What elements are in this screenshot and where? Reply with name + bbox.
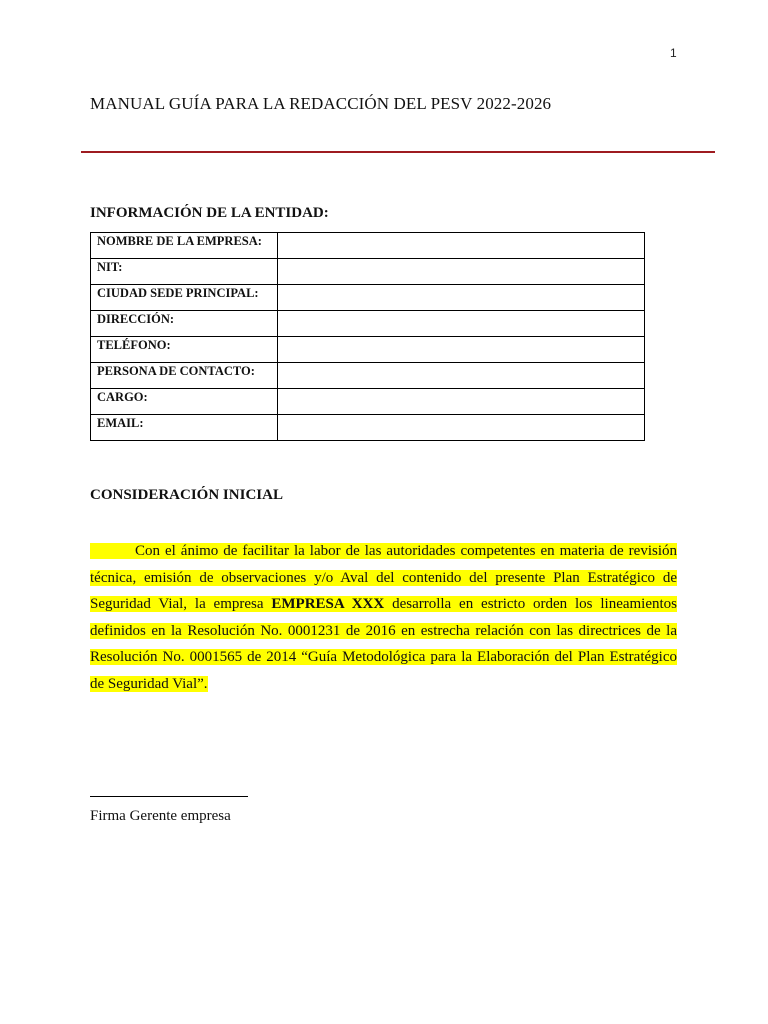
row-label: DIRECCIÓN: xyxy=(91,311,278,337)
row-label: PERSONA DE CONTACTO: xyxy=(91,363,278,389)
signature-line xyxy=(90,796,248,797)
page-number: 1 xyxy=(670,46,677,60)
row-value-field[interactable] xyxy=(278,363,645,389)
row-value-field[interactable] xyxy=(278,389,645,415)
row-label: CARGO: xyxy=(91,389,278,415)
signature-label: Firma Gerente empresa xyxy=(90,808,231,824)
paragraph-text-before: Con el ánimo de facilitar la labor de las autoridades competentes en materia de revisión técnica, emisión de observaciones y/o Aval del contenido del presente Plan Estratégico de Seguridad Vial, la empresa xyxy=(90,543,677,612)
paragraph-text-after: desarrolla en estricto orden los lineamientos definidos en la Resolución No. 0001231 de 2016 en estrecha relación con las directrices de la Resolución No. 0001565 de 2014 “Guía Metodológica para la Elaboración del Plan Estratégico de Seguridad Vial”. xyxy=(90,596,678,692)
table-row xyxy=(91,259,645,285)
row-value-field[interactable] xyxy=(278,311,645,337)
document-title: MANUAL GUÍA PARA LA REDACCIÓN DEL PESV 2022-2026 xyxy=(90,94,552,113)
title-divider xyxy=(81,151,715,153)
row-value-field[interactable] xyxy=(278,259,645,285)
consideration-heading: CONSIDERACIÓN INICIAL xyxy=(90,487,283,503)
row-label: TELÉFONO: xyxy=(91,337,278,363)
table-row xyxy=(91,415,645,441)
table-row xyxy=(91,285,645,311)
highlighted-text xyxy=(90,543,677,692)
company-name: EMPRESA XXX xyxy=(271,596,385,612)
row-label: CIUDAD SEDE PRINCIPAL: xyxy=(91,285,278,311)
table-row xyxy=(91,337,645,363)
consideration-paragraph xyxy=(90,538,677,697)
row-value-field[interactable] xyxy=(278,415,645,441)
row-value-field[interactable] xyxy=(278,233,645,259)
row-value-field[interactable] xyxy=(278,337,645,363)
table-row xyxy=(91,363,645,389)
entity-info-table xyxy=(90,232,645,441)
row-label: EMAIL: xyxy=(91,415,278,441)
row-value-field[interactable] xyxy=(278,285,645,311)
table-row xyxy=(91,233,645,259)
row-label: NIT: xyxy=(91,259,278,285)
table-row xyxy=(91,389,645,415)
entity-section-heading: INFORMACIÓN DE LA ENTIDAD: xyxy=(90,205,329,221)
row-label: NOMBRE DE LA EMPRESA: xyxy=(91,233,278,259)
table-row xyxy=(91,311,645,337)
